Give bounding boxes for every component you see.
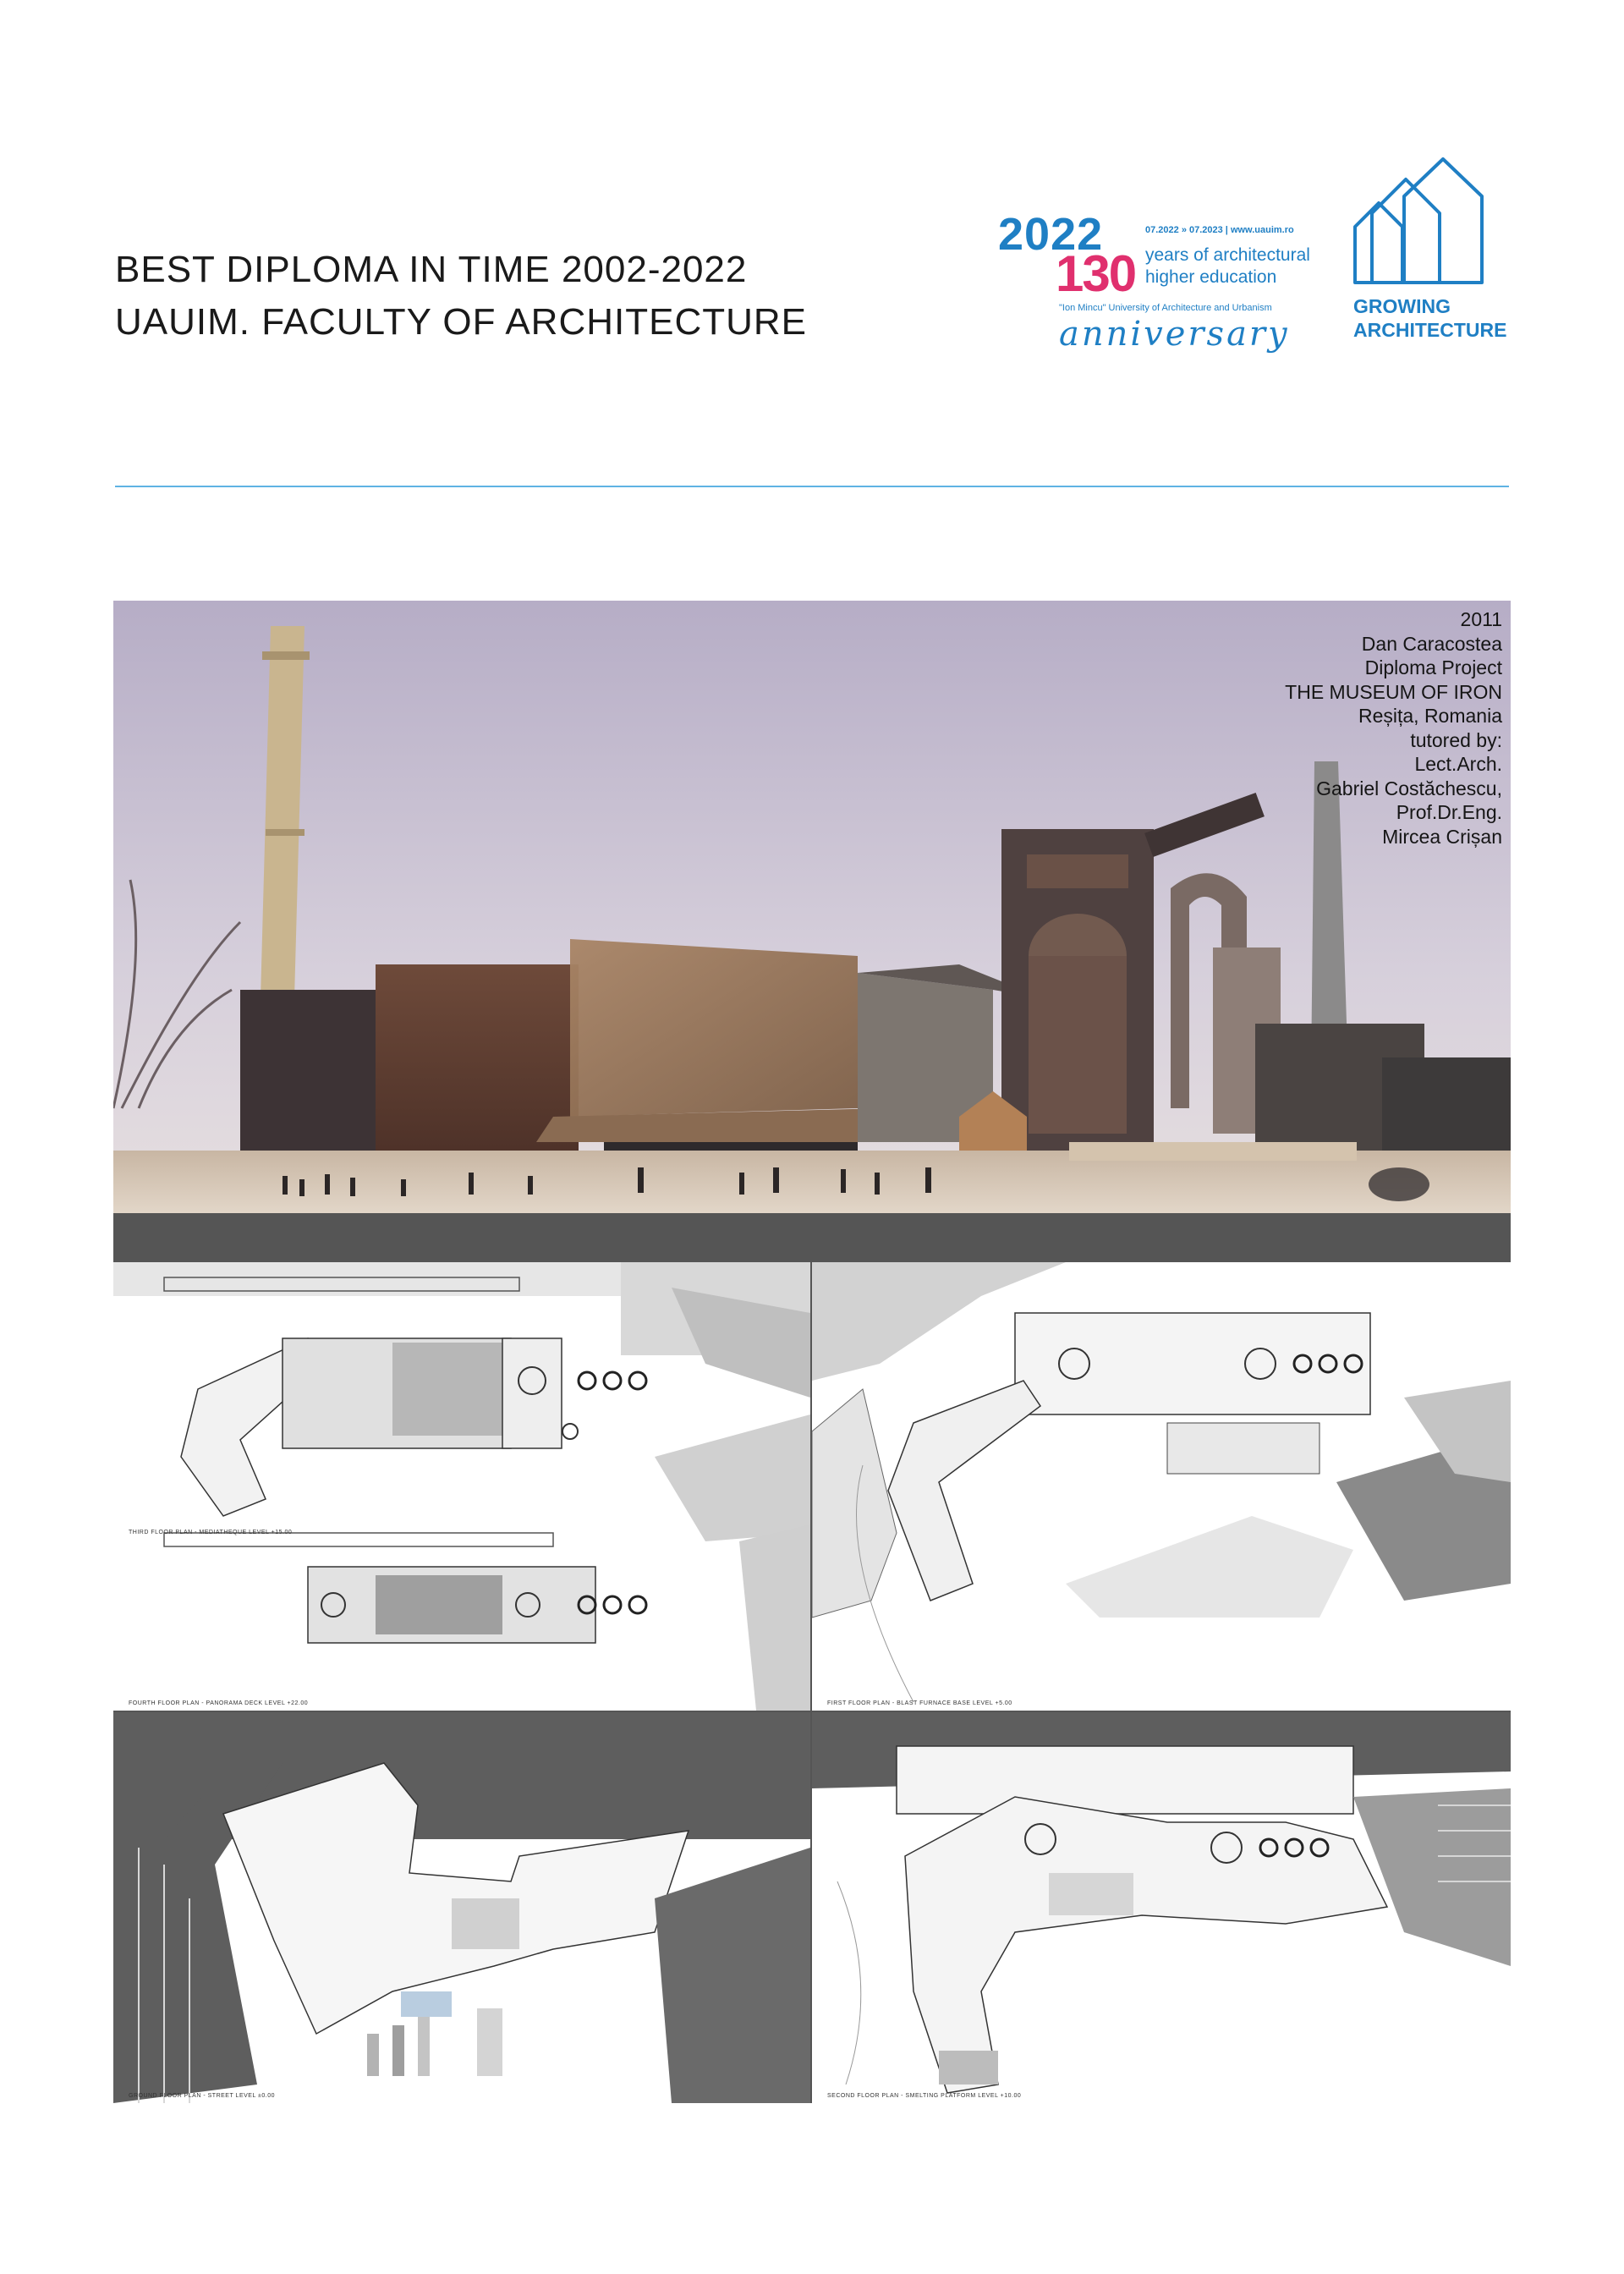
second-floor-plan-icon [812,1712,1511,2103]
growing-logo-line-2: ARCHITECTURE [1353,319,1507,341]
credit-type: Diploma Project [1364,656,1502,678]
plan-caption-third: THIRD FLOOR PLAN - MEDIATHEQUE LEVEL +15.00 [129,1530,293,1535]
credit-tutor2-name: Mircea Crișan [1382,825,1502,848]
plan-caption-fourth: FOURTH FLOOR PLAN - PANORAMA DECK LEVEL +22.00 [129,1700,309,1706]
anniversary-word: anniversary [1059,315,1290,354]
credit-tutored: tutored by: [1410,728,1502,751]
plan-panel-upper-floors [113,1262,810,1711]
anniversary-number: 130 [1056,245,1136,302]
growing-architecture-logo [1353,157,1514,352]
project-credits [1285,607,1502,849]
anniversary-year: 2022 [998,209,1104,260]
credit-location: Reșița, Romania [1358,705,1502,727]
page-title [115,244,807,349]
anniversary-dates: 07.2022 » 07.2023 | www.uauim.ro [1145,225,1294,235]
growing-logo-line-1: GROWING [1353,295,1451,317]
credit-tutor1-title: Lect.Arch. [1414,753,1502,775]
anniversary-logo [998,211,1336,355]
plan-panel-second-floor [812,1712,1511,2103]
plan-caption-ground: GROUND FLOOR PLAN - STREET LEVEL ±0.00 [129,2093,275,2099]
houses-logo-icon [1353,157,1489,284]
title-line-2: UAUIM. FACULTY OF ARCHITECTURE [115,301,808,343]
diploma-board [113,601,1511,2103]
board-band [113,1213,1511,1262]
title-line-1: BEST DIPLOMA IN TIME 2002-2022 [115,249,748,290]
credit-year: 2011 [1460,608,1502,630]
museum-render-image [113,601,1511,1213]
plan-panel-ground-floor [113,1712,810,2103]
ground-floor-plan-icon [113,1712,810,2103]
plan-caption-first: FIRST FLOOR PLAN - BLAST FURNACE BASE LEVEL +5.00 [827,1700,1012,1706]
credit-tutor1-name: Gabriel Costăchescu, [1316,777,1502,799]
anniversary-years-text: years of architectural [1145,245,1310,265]
credit-author: Dan Caracostea [1361,632,1502,655]
plan-panel-first-floor [812,1262,1511,1711]
growing-logo-text [1353,294,1506,342]
credit-tutor2-title: Prof.Dr.Eng. [1396,801,1502,823]
anniversary-higher-ed: higher education [1145,267,1277,287]
credit-project: THE MUSEUM OF IRON [1285,680,1502,703]
plan-caption-second: SECOND FLOOR PLAN - SMELTING PLATFORM LEVEL +10.00 [827,2093,1022,2099]
header-divider [115,486,1509,487]
upper-floor-plans-icon [113,1262,810,1711]
anniversary-university: "Ion Mincu" University of Architecture and Urbanism [1059,303,1272,313]
first-floor-plan-icon [812,1262,1511,1711]
